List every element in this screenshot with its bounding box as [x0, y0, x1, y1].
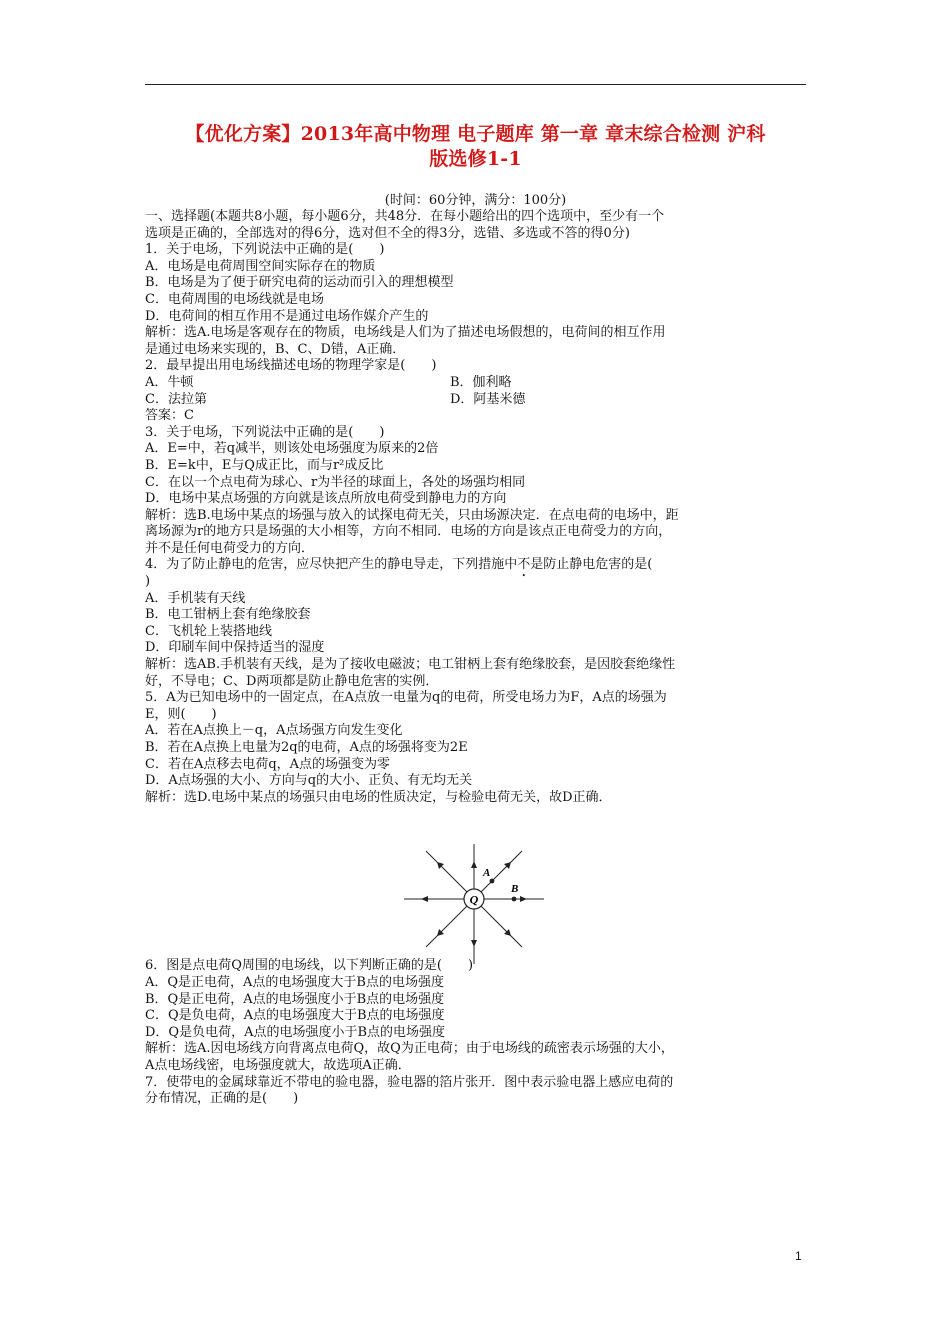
text-line: B．电工钳柄上套有绝缘胶套	[145, 607, 311, 623]
text-line: C．飞机轮上装搭地线	[145, 623, 272, 639]
text-line: C．在以一个点电荷为球心、r为半径的球面上，各处的场强均相同	[145, 474, 526, 490]
q2-option-c: C．法拉第	[145, 391, 207, 407]
text-line: 解析：选B.电场中某点的场强与放入的试探电荷无关，只由场源决定．在点电荷的电场中，距	[145, 507, 679, 523]
text-line: 7．使带电的金属球靠近不带电的验电器，验电器的箔片张开．图中表示验电器上感应电荷的	[145, 1074, 674, 1090]
text-line: 3．关于电场，下列说法中正确的是( )	[145, 424, 385, 440]
text-line: 解析：选A.电场是客观存在的物质，电场线是人们为了描述电场假想的，电荷间的相互作用	[145, 325, 666, 341]
text-line: A．Q是正电荷，A点的电场强度大于B点的电场强度	[145, 974, 444, 990]
text-line: C．Q是负电荷，A点的电场强度大于B点的电场强度	[145, 1008, 445, 1024]
point-b	[512, 897, 517, 902]
q2-option-d: D．阿基米德	[450, 391, 526, 407]
document-title	[145, 122, 806, 172]
q4-emphasis: 不	[517, 557, 531, 573]
text-line: D．A点场强的大小、方向与q的大小、正负、有无均无关	[145, 773, 473, 789]
exam-time-score: (时间：60分钟，满分：100分)	[384, 193, 567, 208]
text-line: 解析：选D.电场中某点的场强只由电场的性质决定，与检验电荷无关，故D正确．	[145, 789, 612, 805]
text-line: D．电荷间的相互作用不是通过电场作媒介产生的	[145, 308, 429, 324]
text-line: D．印刷车间中保持适当的湿度	[145, 640, 325, 656]
question-body	[145, 209, 810, 1108]
title-line-2: 版选修1-1	[429, 148, 522, 170]
text-line: D．Q是负电荷，A点的电场强度小于B点的电场强度	[145, 1024, 446, 1040]
text-line: 6．图是点电荷Q周围的电场线，以下判断正确的是( )	[145, 958, 474, 974]
text-line: 解析：选AB.手机装有天线，是为了接收电磁波；电工钳柄上套有绝缘胶套，是因胶套绝缘性	[145, 657, 676, 673]
text-line: A．手机装有天线	[145, 590, 246, 606]
q2-options-row	[145, 392, 810, 409]
q2-option-b: B．伽利略	[450, 374, 512, 390]
text-line: C．电荷周围的电场线就是电场	[145, 291, 324, 307]
text-line: D．电场中某点场强的方向就是该点所放电荷受到静电力的方向	[145, 491, 507, 507]
text-line: A点电场线密，电场强度就大，故选项A正确．	[145, 1057, 411, 1073]
label-b: B	[511, 883, 519, 895]
arrow-icon	[421, 896, 428, 902]
text-line: 是通过电场来实现的，B、C、D错，A正确．	[145, 341, 406, 357]
text-line: A．电场是电荷周围空间实际存在的物质	[145, 258, 376, 274]
text-line: B．若在A点换上电量为2q的电荷，A点的场强将变为2E	[145, 740, 468, 755]
text-line: 并不是任何电荷受力的方向．	[145, 540, 315, 556]
text-line: 离场源为r的地方只是场强的大小相等，方向不相同．电场的方向是该点正电荷受力的方向，	[145, 524, 672, 540]
label-a: A	[483, 867, 491, 879]
text-line: A．若在A点换上－q，A点场强方向发生变化	[145, 723, 403, 739]
label-q: Q	[469, 892, 479, 907]
text-line: A．E=中，若q减半，则该处电场强度为原来的2倍	[145, 441, 439, 457]
text-line: B．电场是为了便于研究电荷的运动而引入的理想模型	[145, 275, 454, 291]
q2-option-a: A．牛顿	[145, 374, 194, 390]
header-rule	[145, 84, 806, 85]
title-line-1: 【优化方案】2013年高中物理 电子题库 第一章 章末综合检测 沪科	[185, 123, 766, 145]
text-line: 解析：选A.因电场线方向背离点电荷Q，故Q为正电荷；由于电场线的疏密表示场强的大小，	[145, 1041, 674, 1057]
text-line: B．Q是正电荷，A点的电场强度小于B点的电场强度	[145, 991, 445, 1007]
text-line: 答案：C	[145, 408, 194, 424]
arrow-icon	[471, 861, 477, 868]
text-line: 分布情况，正确的是( )	[145, 1091, 299, 1107]
page-number: 1	[795, 1249, 802, 1263]
q4-stem	[145, 557, 810, 574]
point-a	[490, 879, 495, 884]
q2-options-row	[145, 375, 810, 392]
point-charge-field-diagram	[404, 839, 544, 969]
text-line: C．若在A点移去电荷q，A点的场强变为零	[145, 756, 391, 772]
text-line: 一、选择题(本题共8小题，每小题6分，共48分．在每小题给出的四个选项中，至少有一个	[145, 209, 665, 224]
arrow-icon	[471, 940, 477, 947]
text-line: 1．关于电场，下列说法中正确的是( )	[145, 242, 385, 258]
text-line: 好，不导电；C、D两项都是防止静电危害的实例．	[145, 673, 439, 689]
text-line: E，则( )	[145, 706, 217, 722]
q4-stem-before: 4．为了防止静电的危害，应尽快把产生的静电导走，下列措施中	[145, 557, 518, 573]
text-line: B．E=k中，E与Q成正比，而与r²成反比	[145, 457, 384, 473]
q4-stem-after: 是防止静电危害的是(	[530, 557, 653, 573]
text-line: 5．A为已知电场中的一固定点，在A点放一电量为q的电荷，所受电场力为F，A点的场强为	[145, 690, 667, 706]
text-line: 选项是正确的，全部选对的得6分，选对但不全的得3分，选错、多选或不答的得0分)	[145, 225, 630, 241]
arrow-icon	[520, 896, 527, 902]
text-line: 2．最早提出用电场线描述电场的物理学家是( )	[145, 358, 437, 374]
q4-stem-cont: )	[145, 574, 151, 590]
